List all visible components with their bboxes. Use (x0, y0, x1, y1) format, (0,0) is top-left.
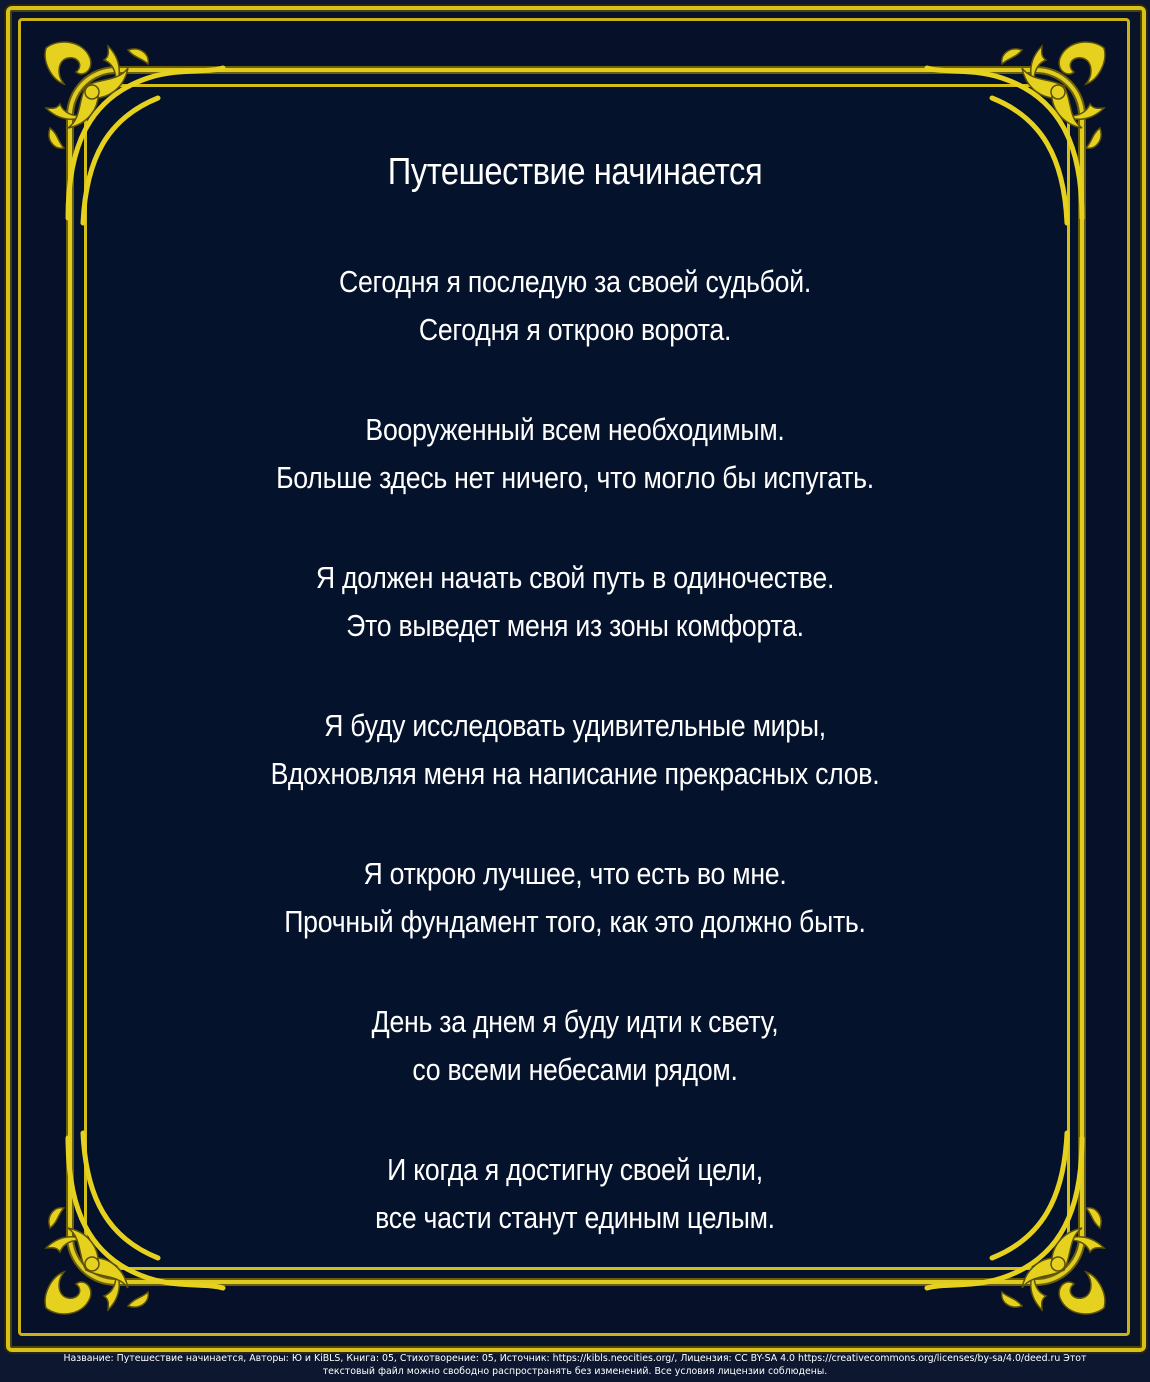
poem-line: Я должен начать свой путь в одиночестве. (315, 559, 835, 595)
stanza (100, 406, 1050, 502)
poem-line: Сегодня я открою ворота. (418, 311, 732, 347)
poem-line: Это выведет меня из зоны комфорта. (346, 607, 804, 643)
footer-line: текстовый файл можно свободно распространять без изменений. Все условия лицензии соблюдены. (322, 1366, 828, 1377)
poem-line: Сегодня я последую за своей судьбой. (338, 263, 812, 299)
poem-line: И когда я достигну своей цели, (387, 1151, 763, 1187)
poem-content (100, 120, 1050, 1294)
stanza (100, 258, 1050, 354)
poem-line: Я открою лучшее, что есть во мне. (363, 855, 787, 891)
poem-line: Вооруженный всем необходимым. (365, 411, 785, 447)
stanza (100, 850, 1050, 946)
poem-line: День за днем я буду идти к свету, (371, 1003, 779, 1039)
stanza (100, 1146, 1050, 1242)
poem-line: все части станут единым целым. (375, 1199, 775, 1235)
stanza (100, 702, 1050, 798)
footer-line: Название: Путешествие начинается, Авторы: Ю и KiBLS, Книга: 05, Стихотворение: 05, Источник: https://kibls.neocities.org/, Лицензия: CC BY-SA 4.0 https://creativecommons.org/licenses/by-sa/4.0/deed.ru Этот (63, 1353, 1087, 1364)
stanza (100, 554, 1050, 650)
poem-line: Больше здесь нет ничего, что могло бы испугать. (276, 459, 874, 495)
poem-line: Я буду исследовать удивительные миры, (324, 707, 826, 743)
poem-line: со всеми небесами рядом. (412, 1051, 738, 1087)
poem-line: Прочный фундамент того, как это должно быть. (284, 903, 866, 939)
poem-title: Путешествие начинается (387, 151, 763, 193)
stanza (100, 998, 1050, 1094)
license-footer (0, 1352, 1150, 1378)
poem-line: Вдохновляя меня на написание прекрасных слов. (270, 755, 880, 791)
